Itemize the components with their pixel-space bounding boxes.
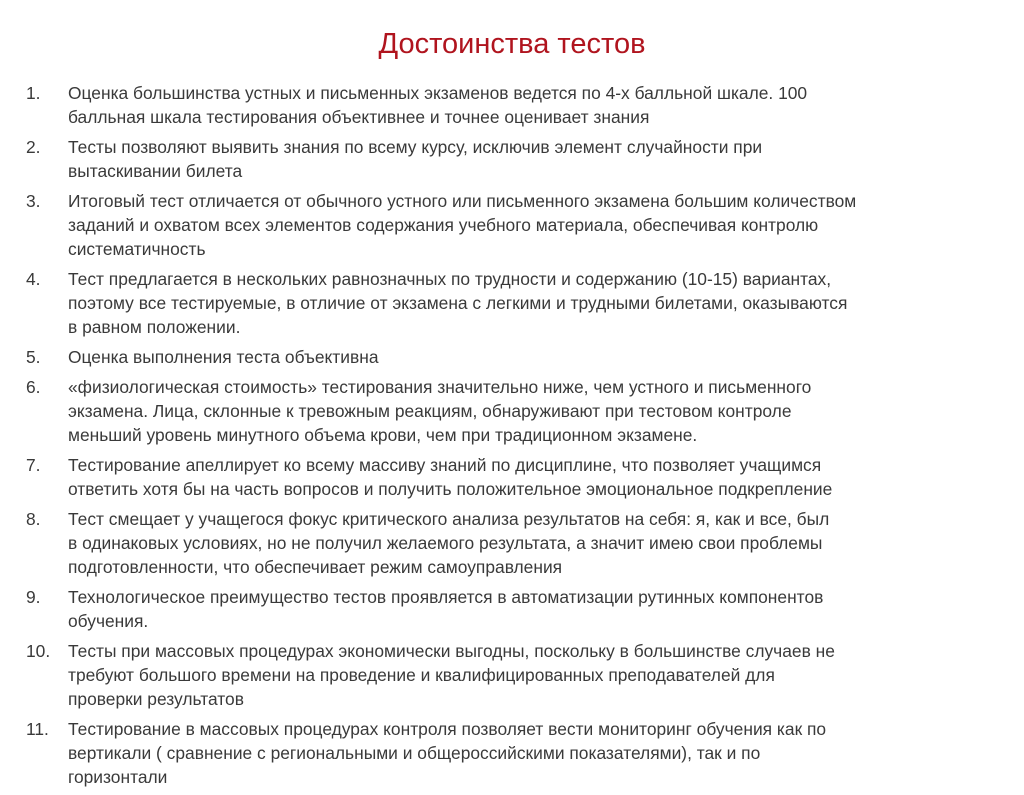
item-number: 5. [26,347,41,367]
list-item [26,453,996,501]
slide-title: Достоинства тестов [378,28,646,60]
item-number: 3. [26,191,41,211]
item-text: Тестирование апеллирует ко всему массиву знаний по дисциплине, что позволяет учащимся ответить хотя бы на часть вопросов и получить положительное эмоциональное подкрепление [68,455,833,499]
list-item [26,639,996,711]
list-item [26,375,996,447]
item-number: 8. [26,509,41,529]
list-item [26,81,996,129]
item-number: 6. [26,377,41,397]
item-text: Технологическое преимущество тестов проявляется в автоматизации рутинных компонентов обучения. [68,587,824,631]
item-number: 1. [26,83,41,103]
advantages-list [26,81,996,795]
list-item [26,585,996,633]
list-item [26,135,996,183]
list-item [26,717,996,789]
item-number: 2. [26,137,41,157]
list-item [26,345,996,369]
list-item [26,267,996,339]
item-text: Итоговый тест отличается от обычного устного или письменного экзамена большим количеством заданий и охватом всех элементов содержания учебного материала, обеспечивая контролю систематичность [68,191,857,259]
list-item [26,507,996,579]
item-text: Оценка большинства устных и письменных экзаменов ведется по 4-х балльной шкале. 100 балльная шкала тестирования объективнее и точнее оценивает знания [68,83,808,127]
item-number: 10. [26,641,51,661]
item-text: Тесты при массовых процедурах экономически выгодны, поскольку в большинстве случаев не требуют большого времени на проведение и квалифицированных преподавателей для проверки результатов [68,641,835,709]
item-text: «физиологическая стоимость» тестирования значительно ниже, чем устного и письменного экзамена. Лица, склонные к тревожным реакциям, обнаруживают при тестовом контроле меньший уровень минутного объема крови, чем при традиционном экзамене. [68,377,812,445]
item-number: 4. [26,269,41,289]
item-text: Тест смещает у учащегося фокус критического анализа результатов на себя: я, как и все, был в одинаковых условиях, но не получил желаемого результата, а значит имею свои проблемы подготовленности, что обеспечивает режим самоуправления [68,509,830,577]
item-number: 11. [26,719,49,739]
item-text: Тесты позволяют выявить знания по всему курсу, исключив элемент случайности при вытаскивании билета [68,137,763,181]
item-text: Тест предлагается в нескольких равнозначных по трудности и содержанию (10-15) вариантах, поэтому все тестируемые, в отличие от экзамена с легкими и трудными билетами, оказываются в равном положении. [68,269,848,337]
item-number: 9. [26,587,41,607]
item-text: Тестирование в массовых процедурах контроля позволяет вести мониторинг обучения как по вертикали ( сравнение с региональными и общероссийскими показателями), так и по горизонтали [68,719,827,787]
item-number: 7. [26,455,41,475]
list-item [26,189,996,261]
item-text: Оценка выполнения теста объективна [68,347,379,367]
